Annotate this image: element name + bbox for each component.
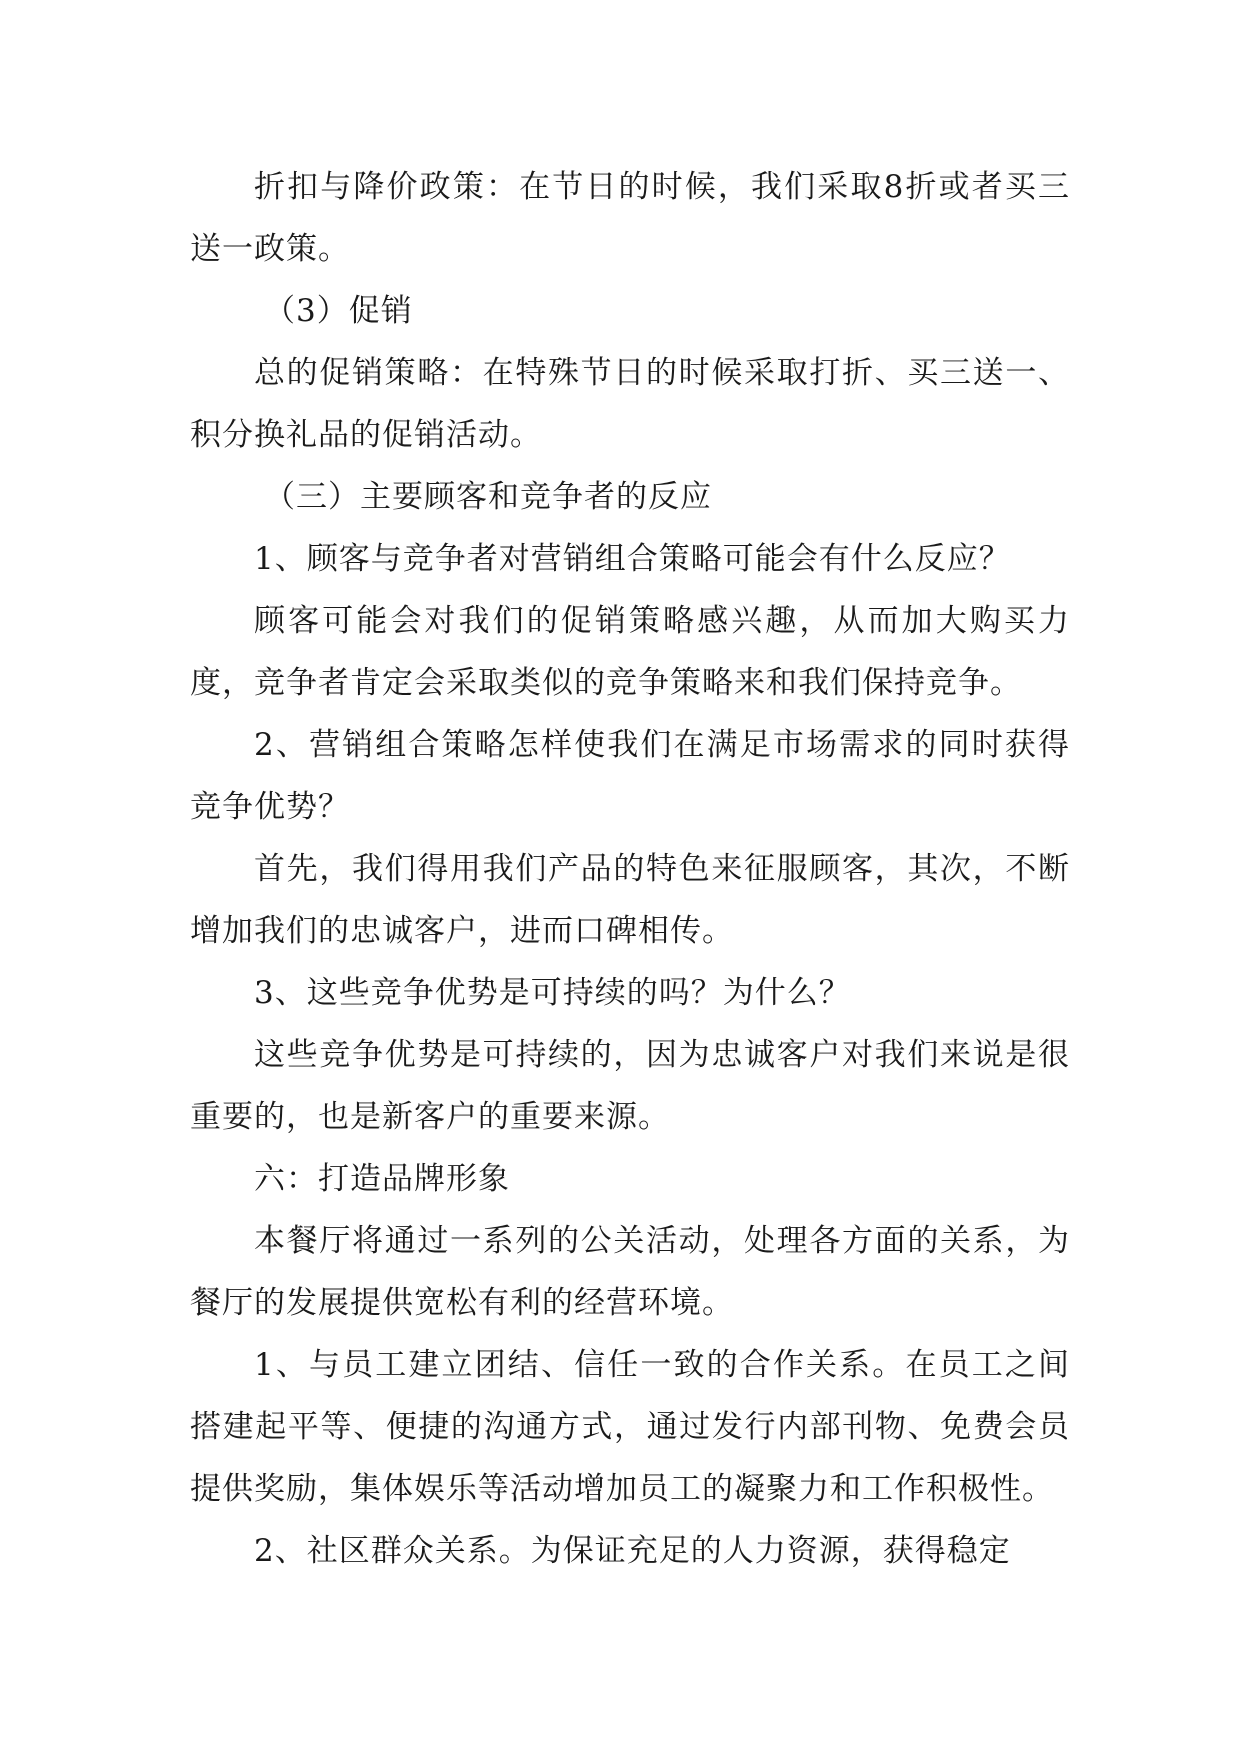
paragraph-public-relations: 本餐厅将通过一系列的公关活动，处理各方面的关系，为餐厅的发展提供宽松有利的经营环境。 bbox=[190, 1223, 1070, 1321]
answer-2: 首先，我们得用我们产品的特色来征服顾客，其次，不断增加我们的忠诚客户，进而口碑相传。 bbox=[190, 851, 1070, 949]
question-3: 3、这些竞争优势是可持续的吗？为什么？ bbox=[254, 975, 851, 1011]
question-1: 1、顾客与竞争者对营销组合策略可能会有什么反应？ bbox=[254, 541, 1011, 577]
section-heading-promotion: （3）促销 bbox=[264, 293, 413, 329]
paragraph-employee-relations: 1、与员工建立团结、信任一致的合作关系。在员工之间搭建起平等、便捷的沟通方式，通过发行内部刊物、免费会员提供奖励，集体娱乐等活动增加员工的凝聚力和工作积极性。 bbox=[190, 1347, 1070, 1507]
answer-3: 这些竞争优势是可持续的，因为忠诚客户对我们来说是很重要的，也是新客户的重要来源。 bbox=[190, 1037, 1070, 1135]
paragraph-community-relations: 2、社区群众关系。为保证充足的人力资源，获得稳定 bbox=[254, 1533, 1011, 1569]
paragraph-discount-policy: 折扣与降价政策：在节日的时候，我们采取8折或者买三送一政策。 bbox=[190, 169, 1070, 267]
paragraph-promotion-strategy: 总的促销策略：在特殊节日的时候采取打折、买三送一、积分换礼品的促销活动。 bbox=[190, 355, 1070, 453]
question-2: 2、营销组合策略怎样使我们在满足市场需求的同时获得竞争优势？ bbox=[190, 727, 1070, 825]
section-heading-brand-image: 六：打造品牌形象 bbox=[254, 1161, 510, 1197]
section-heading-customer-competitor-reaction: （三）主要顾客和竞争者的反应 bbox=[264, 479, 712, 515]
document-body bbox=[190, 156, 1070, 1582]
answer-1: 顾客可能会对我们的促销策略感兴趣，从而加大购买力度，竞争者肯定会采取类似的竞争策略来和我们保持竞争。 bbox=[190, 603, 1070, 701]
